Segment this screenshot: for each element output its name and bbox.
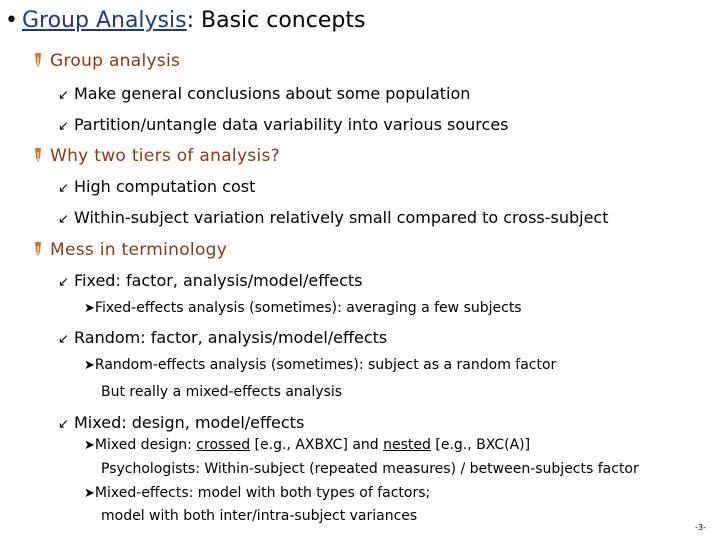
list-item: ↙ Within-subject variation relatively small compared to cross-subject <box>58 208 609 227</box>
sub-item: ➤Random-effects analysis (sometimes): subject as a random factor <box>84 357 557 373</box>
section-heading-why-two-tiers: Why two tiers of analysis? <box>32 146 280 166</box>
sub-item-continuation: Psychologists: Within-subject (repeated measures) / between-subjects factor <box>101 461 639 477</box>
check-arrow-icon: ↙ <box>58 181 69 196</box>
pen-nib-icon <box>32 240 44 258</box>
arrowhead-icon: ➤ <box>84 486 95 501</box>
list-item-fixed: ↙ Fixed: factor, analysis/model/effects <box>58 271 363 290</box>
check-arrow-icon: ↙ <box>58 275 69 290</box>
check-arrow-icon: ↙ <box>58 417 69 432</box>
title-link[interactable]: Group Analysis <box>21 8 187 33</box>
check-arrow-icon: ↙ <box>58 212 69 227</box>
sub-item-continuation: model with both inter/intra-subject variances <box>101 508 418 524</box>
sub-item: ➤Fixed-effects analysis (sometimes): averaging a few subjects <box>84 300 522 316</box>
list-item: ↙ Partition/untangle data variability into various sources <box>58 115 509 134</box>
list-item: ↙ Make general conclusions about some population <box>58 84 471 103</box>
arrowhead-icon: ➤ <box>84 358 95 373</box>
check-arrow-icon: ↙ <box>58 119 69 134</box>
list-item-mixed: ↙ Mixed: design, model/effects <box>58 413 305 432</box>
title-bullet: • <box>5 8 18 33</box>
sub-item-mixed-design: ➤Mixed design: crossed [e.g., AXBXC] and nested [e.g., BXC(A)] <box>84 437 531 453</box>
list-item-random: ↙ Random: factor, analysis/model/effects <box>58 328 388 347</box>
list-item: ↙ High computation cost <box>58 177 256 196</box>
arrowhead-icon: ➤ <box>84 301 95 316</box>
section-heading-group-analysis: Group analysis <box>32 51 180 71</box>
title-rest: : Basic concepts <box>186 8 366 33</box>
check-arrow-icon: ↙ <box>58 332 69 347</box>
page-number: -3- <box>695 523 706 532</box>
slide-title <box>5 8 365 33</box>
pen-nib-icon <box>32 51 44 69</box>
sub-item-mixed-effects: ➤Mixed-effects: model with both types of factors; <box>84 485 431 501</box>
check-arrow-icon: ↙ <box>58 88 69 103</box>
pen-nib-icon <box>32 146 44 164</box>
sub-item-continuation: But really a mixed-effects analysis <box>101 384 343 400</box>
section-heading-mess-in-terminology: Mess in terminology <box>32 240 227 260</box>
arrowhead-icon: ➤ <box>84 438 95 453</box>
